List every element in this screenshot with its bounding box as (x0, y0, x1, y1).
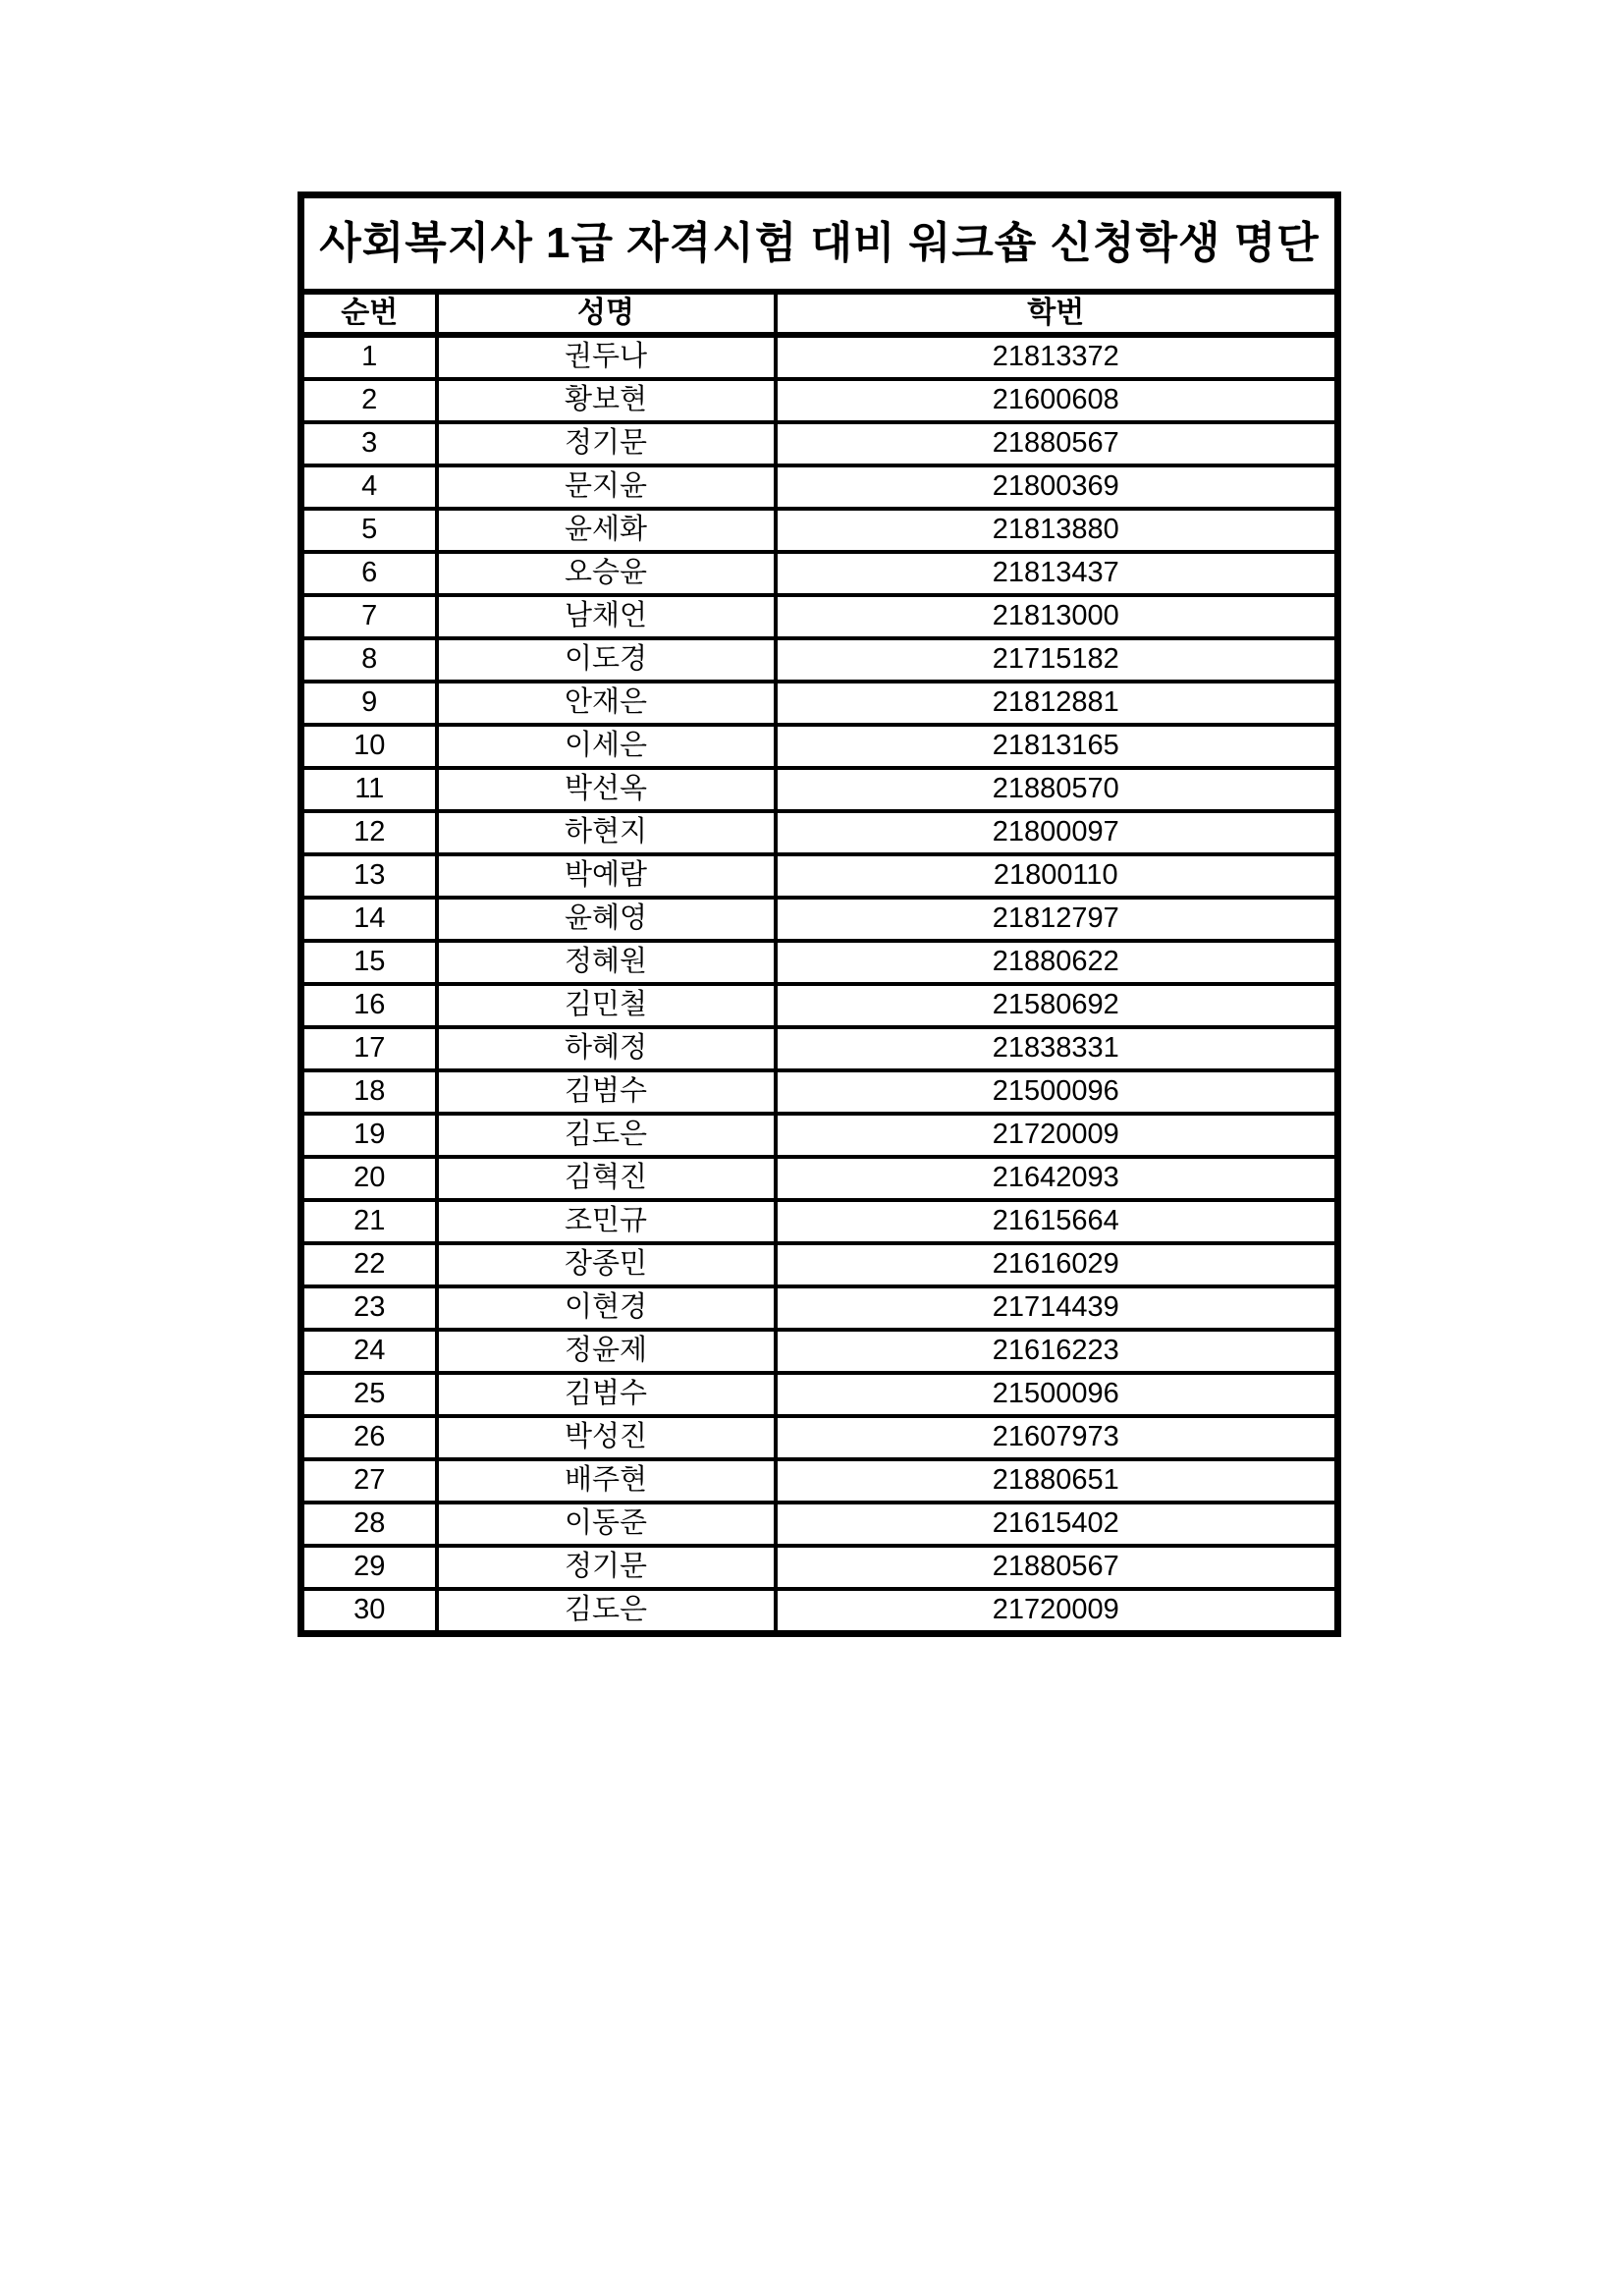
table-row (301, 1027, 1338, 1070)
row-number-cell: 27 (301, 1459, 437, 1503)
student-id-cell: 21813000 (776, 595, 1338, 638)
student-name-cell: 김범수 (437, 1373, 776, 1416)
table-row (301, 638, 1338, 682)
student-id-cell: 21580692 (776, 984, 1338, 1027)
student-id-cell: 21616223 (776, 1330, 1338, 1373)
student-name-cell: 김혁진 (437, 1157, 776, 1200)
student-id-cell: 21880567 (776, 422, 1338, 465)
table-row (301, 1286, 1338, 1330)
row-number-cell: 11 (301, 768, 437, 811)
table-row (301, 552, 1338, 595)
student-id-cell: 21838331 (776, 1027, 1338, 1070)
student-id-cell: 21500096 (776, 1070, 1338, 1114)
student-id-cell: 21880567 (776, 1546, 1338, 1589)
student-id-cell: 21607973 (776, 1416, 1338, 1459)
row-number-cell: 8 (301, 638, 437, 682)
row-number-cell: 14 (301, 898, 437, 941)
student-name-cell: 정기문 (437, 422, 776, 465)
column-header-name: 성명 (437, 292, 776, 335)
student-id-cell: 21880651 (776, 1459, 1338, 1503)
row-number-cell: 7 (301, 595, 437, 638)
table-row (301, 941, 1338, 984)
row-number-cell: 18 (301, 1070, 437, 1114)
student-name-cell: 조민규 (437, 1200, 776, 1243)
student-name-cell: 김도은 (437, 1114, 776, 1157)
table-row (301, 465, 1338, 509)
row-number-cell: 6 (301, 552, 437, 595)
student-id-cell: 21720009 (776, 1114, 1338, 1157)
student-name-cell: 김민철 (437, 984, 776, 1027)
student-name-cell: 이동준 (437, 1503, 776, 1546)
table-row (301, 1546, 1338, 1589)
table-row (301, 1373, 1338, 1416)
row-number-cell: 29 (301, 1546, 437, 1589)
student-id-cell: 21880570 (776, 768, 1338, 811)
student-id-cell: 21812797 (776, 898, 1338, 941)
table-row (301, 811, 1338, 854)
table-row (301, 682, 1338, 725)
student-id-cell: 21715182 (776, 638, 1338, 682)
student-id-cell: 21880622 (776, 941, 1338, 984)
student-id-cell: 21714439 (776, 1286, 1338, 1330)
table-row (301, 984, 1338, 1027)
student-name-cell: 이세은 (437, 725, 776, 768)
student-name-cell: 김범수 (437, 1070, 776, 1114)
table-row (301, 422, 1338, 465)
row-number-cell: 12 (301, 811, 437, 854)
student-id-cell: 21500096 (776, 1373, 1338, 1416)
row-number-cell: 23 (301, 1286, 437, 1330)
row-number-cell: 4 (301, 465, 437, 509)
row-number-cell: 15 (301, 941, 437, 984)
row-number-cell: 3 (301, 422, 437, 465)
student-name-cell: 이도경 (437, 638, 776, 682)
table-body (301, 335, 1338, 1634)
row-number-cell: 16 (301, 984, 437, 1027)
student-id-cell: 21720009 (776, 1589, 1338, 1634)
row-number-cell: 13 (301, 854, 437, 898)
document-title: 사회복지사 1급 자격시험 대비 워크숍 신청학생 명단 (301, 195, 1338, 293)
table-row (301, 1503, 1338, 1546)
row-number-cell: 20 (301, 1157, 437, 1200)
student-name-cell: 문지윤 (437, 465, 776, 509)
table-row (301, 1416, 1338, 1459)
header-row (301, 292, 1338, 335)
student-id-cell: 21642093 (776, 1157, 1338, 1200)
student-name-cell: 이현경 (437, 1286, 776, 1330)
title-row (301, 195, 1338, 293)
student-name-cell: 박성진 (437, 1416, 776, 1459)
student-id-cell: 21600608 (776, 379, 1338, 422)
student-id-cell: 21812881 (776, 682, 1338, 725)
table-row (301, 768, 1338, 811)
row-number-cell: 1 (301, 335, 437, 379)
student-id-cell: 21813165 (776, 725, 1338, 768)
student-name-cell: 정윤제 (437, 1330, 776, 1373)
row-number-cell: 24 (301, 1330, 437, 1373)
student-name-cell: 배주현 (437, 1459, 776, 1503)
student-id-cell: 21800110 (776, 854, 1338, 898)
table-row (301, 1243, 1338, 1286)
row-number-cell: 5 (301, 509, 437, 552)
table-row (301, 725, 1338, 768)
table-row (301, 1157, 1338, 1200)
row-number-cell: 10 (301, 725, 437, 768)
student-name-cell: 정혜원 (437, 941, 776, 984)
student-id-cell: 21813437 (776, 552, 1338, 595)
table-row (301, 379, 1338, 422)
table-row (301, 1459, 1338, 1503)
table-row (301, 595, 1338, 638)
row-number-cell: 21 (301, 1200, 437, 1243)
table-row (301, 1589, 1338, 1634)
row-number-cell: 17 (301, 1027, 437, 1070)
student-id-cell: 21615664 (776, 1200, 1338, 1243)
row-number-cell: 9 (301, 682, 437, 725)
row-number-cell: 22 (301, 1243, 437, 1286)
student-name-cell: 김도은 (437, 1589, 776, 1634)
row-number-cell: 28 (301, 1503, 437, 1546)
student-name-cell: 장종민 (437, 1243, 776, 1286)
table-row (301, 335, 1338, 379)
student-name-cell: 하현지 (437, 811, 776, 854)
table-row (301, 898, 1338, 941)
student-roster-table (298, 191, 1341, 1637)
row-number-cell: 19 (301, 1114, 437, 1157)
table-row (301, 509, 1338, 552)
student-name-cell: 하혜정 (437, 1027, 776, 1070)
student-id-cell: 21615402 (776, 1503, 1338, 1546)
table-row (301, 1330, 1338, 1373)
student-id-cell: 21616029 (776, 1243, 1338, 1286)
student-id-cell: 21800369 (776, 465, 1338, 509)
student-name-cell: 정기문 (437, 1546, 776, 1589)
column-header-seq: 순번 (301, 292, 437, 335)
row-number-cell: 2 (301, 379, 437, 422)
table-row (301, 1070, 1338, 1114)
student-name-cell: 오승윤 (437, 552, 776, 595)
row-number-cell: 25 (301, 1373, 437, 1416)
student-name-cell: 박선옥 (437, 768, 776, 811)
row-number-cell: 26 (301, 1416, 437, 1459)
student-name-cell: 권두나 (437, 335, 776, 379)
student-name-cell: 박예람 (437, 854, 776, 898)
student-name-cell: 윤세화 (437, 509, 776, 552)
row-number-cell: 30 (301, 1589, 437, 1634)
table-row (301, 1200, 1338, 1243)
table-row (301, 854, 1338, 898)
student-name-cell: 황보현 (437, 379, 776, 422)
student-id-cell: 21800097 (776, 811, 1338, 854)
table-row (301, 1114, 1338, 1157)
student-id-cell: 21813880 (776, 509, 1338, 552)
student-id-cell: 21813372 (776, 335, 1338, 379)
student-name-cell: 안재은 (437, 682, 776, 725)
student-name-cell: 윤혜영 (437, 898, 776, 941)
student-name-cell: 남채언 (437, 595, 776, 638)
column-header-student-id: 학번 (776, 292, 1338, 335)
